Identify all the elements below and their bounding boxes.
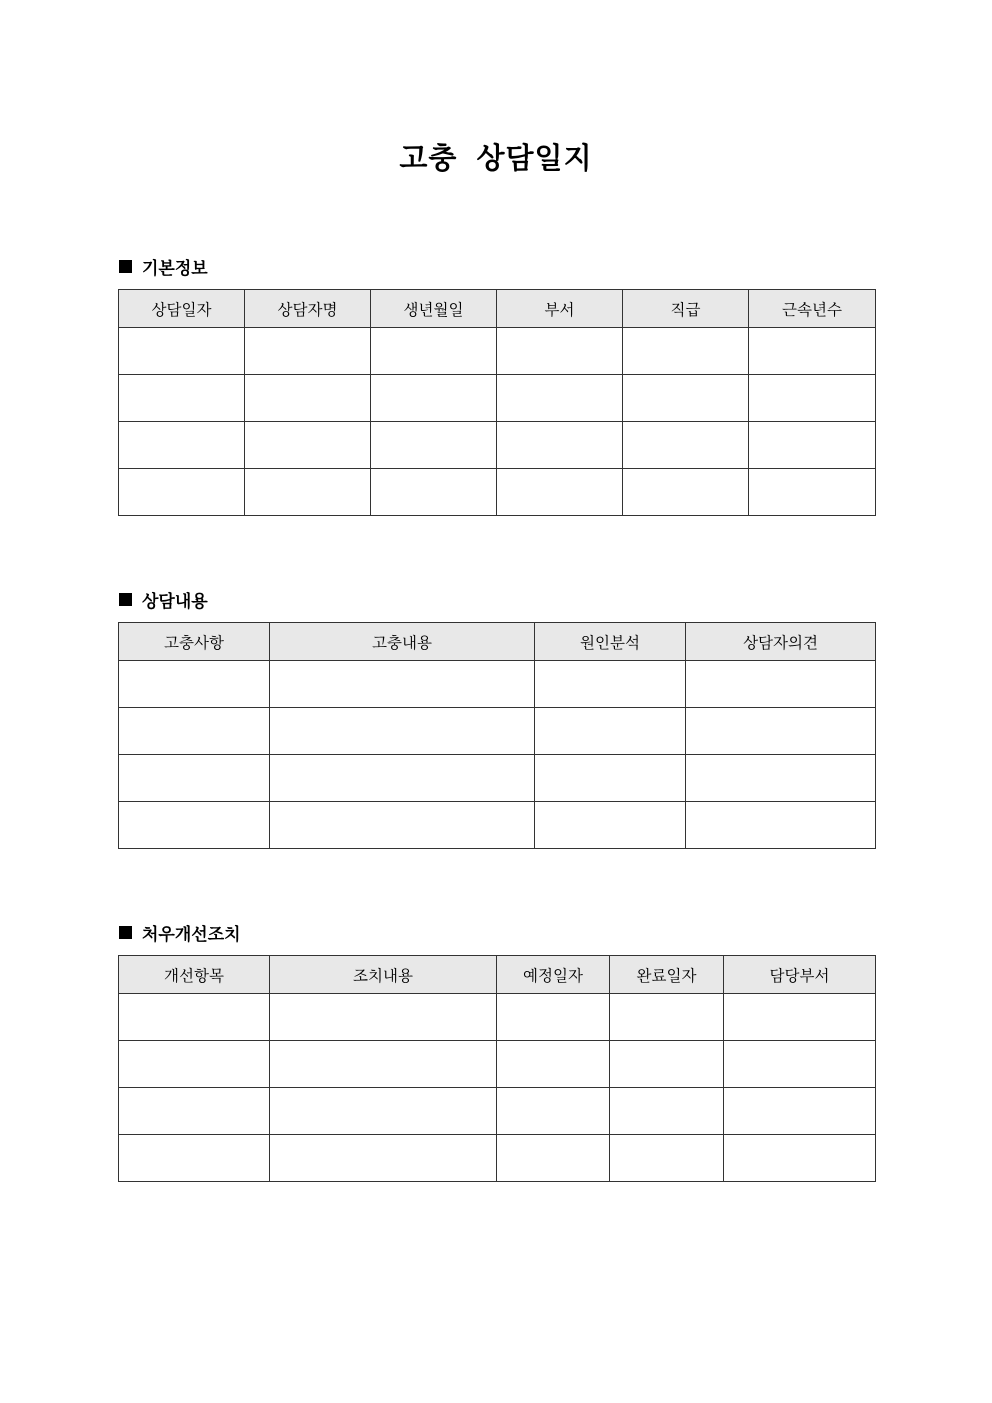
table-header-row xyxy=(119,290,876,328)
column-header: 고충사항 xyxy=(119,623,270,661)
table-cell[interactable] xyxy=(270,1135,497,1182)
column-header: 직급 xyxy=(623,290,749,328)
table-row xyxy=(119,1135,876,1182)
table-cell[interactable] xyxy=(119,1088,270,1135)
section-heading-label: 상담내용 xyxy=(142,592,208,612)
table-cell[interactable] xyxy=(610,994,724,1041)
column-header: 상담자의견 xyxy=(686,623,876,661)
column-header: 상담자명 xyxy=(245,290,371,328)
table-row xyxy=(119,469,876,516)
table-cell[interactable] xyxy=(497,994,610,1041)
table-cell[interactable] xyxy=(749,328,876,375)
table-cell[interactable] xyxy=(497,1135,610,1182)
table-cell[interactable] xyxy=(270,661,535,708)
table-cell[interactable] xyxy=(245,422,371,469)
column-header: 완료일자 xyxy=(610,956,724,994)
table-cell[interactable] xyxy=(497,1041,610,1088)
table-cell[interactable] xyxy=(686,755,876,802)
table-cell[interactable] xyxy=(724,1041,876,1088)
improvement-table xyxy=(118,955,876,1182)
table-cell[interactable] xyxy=(497,422,623,469)
column-header: 부서 xyxy=(497,290,623,328)
table-row xyxy=(119,802,876,849)
square-bullet-icon xyxy=(119,593,132,606)
table-cell[interactable] xyxy=(749,375,876,422)
table-cell[interactable] xyxy=(119,994,270,1041)
table-cell[interactable] xyxy=(119,802,270,849)
table-cell[interactable] xyxy=(749,469,876,516)
table-row xyxy=(119,422,876,469)
table-row xyxy=(119,994,876,1041)
table-cell[interactable] xyxy=(270,994,497,1041)
table-cell[interactable] xyxy=(686,661,876,708)
column-header: 조치내용 xyxy=(270,956,497,994)
table-cell[interactable] xyxy=(119,328,245,375)
table-cell[interactable] xyxy=(119,708,270,755)
section-heading-improvement xyxy=(119,920,241,945)
table-row xyxy=(119,1088,876,1135)
square-bullet-icon xyxy=(119,260,132,273)
column-header: 개선항목 xyxy=(119,956,270,994)
section-heading-label: 처우개선조치 xyxy=(142,925,241,945)
table-cell[interactable] xyxy=(749,422,876,469)
table-cell[interactable] xyxy=(686,708,876,755)
table-cell[interactable] xyxy=(270,708,535,755)
consultation-table xyxy=(118,622,876,849)
table-cell[interactable] xyxy=(724,994,876,1041)
section-heading-label: 기본정보 xyxy=(142,259,208,279)
square-bullet-icon xyxy=(119,926,132,939)
table-row xyxy=(119,1041,876,1088)
table-cell[interactable] xyxy=(119,1135,270,1182)
table-cell[interactable] xyxy=(245,469,371,516)
basic-info-table xyxy=(118,289,876,516)
table-cell[interactable] xyxy=(119,469,245,516)
column-header: 고충내용 xyxy=(270,623,535,661)
table-cell[interactable] xyxy=(371,469,497,516)
table-cell[interactable] xyxy=(623,375,749,422)
table-cell[interactable] xyxy=(535,755,686,802)
table-cell[interactable] xyxy=(610,1088,724,1135)
table-header-row xyxy=(119,623,876,661)
table-cell[interactable] xyxy=(686,802,876,849)
column-header: 상담일자 xyxy=(119,290,245,328)
table-cell[interactable] xyxy=(623,422,749,469)
table-cell[interactable] xyxy=(119,755,270,802)
table-cell[interactable] xyxy=(371,328,497,375)
table-cell[interactable] xyxy=(610,1041,724,1088)
table-cell[interactable] xyxy=(623,328,749,375)
table-cell[interactable] xyxy=(119,661,270,708)
table-cell[interactable] xyxy=(623,469,749,516)
table-cell[interactable] xyxy=(245,375,371,422)
table-cell[interactable] xyxy=(270,1088,497,1135)
table-row xyxy=(119,755,876,802)
table-cell[interactable] xyxy=(610,1135,724,1182)
document-title: 고충 상담일지 xyxy=(399,141,593,175)
table-row xyxy=(119,708,876,755)
table-cell[interactable] xyxy=(270,802,535,849)
table-cell[interactable] xyxy=(270,755,535,802)
table-row xyxy=(119,375,876,422)
column-header: 원인분석 xyxy=(535,623,686,661)
table-cell[interactable] xyxy=(535,708,686,755)
table-cell[interactable] xyxy=(371,422,497,469)
table-cell[interactable] xyxy=(497,328,623,375)
table-cell[interactable] xyxy=(497,1088,610,1135)
column-header: 예정일자 xyxy=(497,956,610,994)
table-cell[interactable] xyxy=(119,375,245,422)
table-cell[interactable] xyxy=(270,1041,497,1088)
table-cell[interactable] xyxy=(119,422,245,469)
column-header: 생년월일 xyxy=(371,290,497,328)
table-cell[interactable] xyxy=(724,1135,876,1182)
table-cell[interactable] xyxy=(535,802,686,849)
section-heading-basic-info xyxy=(119,254,208,279)
table-cell[interactable] xyxy=(724,1088,876,1135)
column-header: 담당부서 xyxy=(724,956,876,994)
section-heading-consultation xyxy=(119,587,208,612)
table-cell[interactable] xyxy=(245,328,371,375)
table-row xyxy=(119,661,876,708)
table-cell[interactable] xyxy=(535,661,686,708)
table-cell[interactable] xyxy=(119,1041,270,1088)
table-header-row xyxy=(119,956,876,994)
table-row xyxy=(119,328,876,375)
table-cell[interactable] xyxy=(497,375,623,422)
table-cell[interactable] xyxy=(371,375,497,422)
column-header: 근속년수 xyxy=(749,290,876,328)
table-cell[interactable] xyxy=(497,469,623,516)
